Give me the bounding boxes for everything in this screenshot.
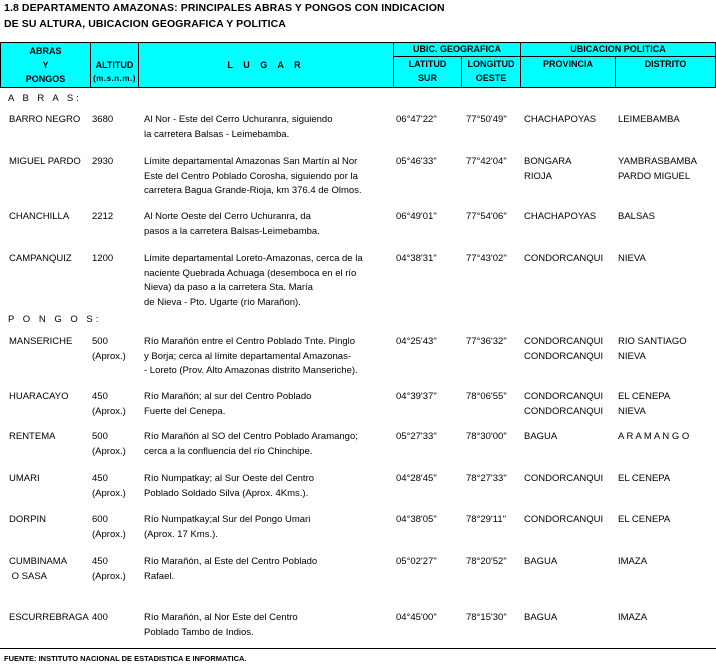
cell-line: UMARI bbox=[9, 473, 40, 484]
cell-line: NIEVA bbox=[618, 350, 646, 362]
table-cell-lon bbox=[466, 555, 507, 570]
table-cell-prov bbox=[524, 155, 572, 184]
section-pongos: P O N G O S: bbox=[8, 314, 102, 325]
cell-line: DORPIN bbox=[9, 514, 46, 525]
table-cell-lon bbox=[466, 390, 507, 405]
cell-line: 04°38'31" bbox=[396, 253, 437, 264]
cell-line: 450 bbox=[92, 391, 108, 402]
cell-line: A R A M A N G O bbox=[618, 431, 690, 442]
header-ubicacion-politica: UBICACION POLITICA bbox=[521, 42, 716, 57]
cell-line: Fuerte del Cenepa. bbox=[144, 405, 226, 417]
cell-line: IMAZA bbox=[618, 556, 648, 567]
cell-line: 1200 bbox=[92, 253, 114, 264]
cell-line: carretera Bagua Grande-Rioja, km 376.4 de Olmos. bbox=[144, 185, 362, 196]
cell-line: BONGARA bbox=[524, 156, 572, 167]
table-cell-lugar bbox=[144, 113, 333, 142]
cell-line: 77°42'04" bbox=[466, 156, 507, 167]
table-cell-lat bbox=[396, 611, 437, 626]
table-cell-prov bbox=[524, 335, 603, 364]
table-cell-lon bbox=[466, 430, 507, 445]
cell-line: 04°38'05" bbox=[396, 514, 437, 525]
header-distrito: DISTRITO bbox=[616, 57, 716, 88]
cell-line: CHANCHILLA bbox=[9, 211, 70, 222]
cell-line: O SASA bbox=[9, 570, 48, 582]
table-cell-lon bbox=[466, 335, 507, 350]
cell-line: pasos a la carretera Balsas-Leimebamba. bbox=[144, 225, 320, 237]
cell-line: la carretera Balsas - Leimebamba. bbox=[144, 128, 290, 140]
table-cell-name bbox=[9, 611, 89, 626]
table-cell-lon bbox=[466, 210, 507, 225]
table-cell-name bbox=[9, 113, 80, 128]
table-title-line1: 1.8 DEPARTAMENTO AMAZONAS: PRINCIPALES ABRAS Y PONGOS CON INDICACION bbox=[4, 2, 445, 14]
cell-line: (Aprox.) bbox=[92, 445, 126, 457]
table-cell-dist bbox=[618, 555, 647, 570]
cell-line: LEIMEBAMBA bbox=[618, 114, 680, 125]
cell-line: (Aprox.) bbox=[92, 350, 126, 362]
table-cell-prov bbox=[524, 113, 596, 128]
cell-line: YAMBRASBAMBA bbox=[618, 156, 698, 167]
cell-line: 500 bbox=[92, 336, 108, 347]
table-cell-alt bbox=[92, 390, 126, 419]
table-cell-lugar bbox=[144, 430, 358, 459]
cell-line: 450 bbox=[92, 556, 108, 567]
cell-line: (Aprox.) bbox=[92, 528, 126, 540]
cell-line: Río Numpatkay; al Sur Oeste del Centro bbox=[144, 473, 315, 484]
source-note: FUENTE: INSTITUTO NACIONAL DE ESTADISTICA E INFORMATICA. bbox=[4, 654, 247, 663]
cell-line: CAMPANQUIZ bbox=[9, 253, 72, 264]
table-cell-lugar bbox=[144, 390, 311, 419]
cell-line: 04°28'45" bbox=[396, 473, 437, 484]
table-cell-dist bbox=[618, 513, 670, 528]
table-cell-lat bbox=[396, 555, 437, 570]
table-cell-name bbox=[9, 430, 55, 445]
table-cell-dist bbox=[618, 335, 687, 364]
cell-line: Límite departamental Loreto-Amazonas, cerca de la bbox=[144, 253, 363, 264]
cell-line: CONDORCANQUI bbox=[524, 405, 604, 417]
table-cell-lugar bbox=[144, 555, 317, 584]
cell-line: (Aprox. 17 Kms.). bbox=[144, 528, 218, 540]
cell-line: BAGUA bbox=[524, 612, 558, 623]
cell-line: y Borja; cerca al límite departamental Amazonas- bbox=[144, 350, 351, 362]
cell-line: 06°47'22" bbox=[396, 114, 437, 125]
cell-line: 77°54'06" bbox=[466, 211, 507, 222]
cell-line: 05°27'33" bbox=[396, 431, 437, 442]
cell-line: 2212 bbox=[92, 211, 114, 222]
table-cell-lat bbox=[396, 335, 437, 350]
table-cell-lugar bbox=[144, 252, 363, 310]
cell-line: NIEVA bbox=[618, 405, 646, 417]
table-cell-dist bbox=[618, 472, 670, 487]
table-cell-prov bbox=[524, 430, 557, 445]
cell-line: Río Marañón, al Nor Este del Centro bbox=[144, 612, 298, 623]
table-cell-dist bbox=[618, 252, 646, 267]
cell-line: CONDORCANQUI bbox=[524, 253, 604, 264]
table-cell-lat bbox=[396, 472, 437, 487]
table-cell-name bbox=[9, 472, 40, 487]
cell-line: 78°15'30" bbox=[466, 612, 507, 623]
section-abras: A B R A S: bbox=[8, 93, 82, 104]
cell-line: 2930 bbox=[92, 156, 114, 167]
cell-line: CONDORCANQUI bbox=[524, 336, 604, 347]
table-cell-lat bbox=[396, 430, 437, 445]
table-cell-prov bbox=[524, 252, 603, 267]
table-cell-lugar bbox=[144, 335, 358, 379]
cell-line: EL CENEPA bbox=[618, 391, 671, 402]
table-cell-prov bbox=[524, 611, 557, 626]
header-ubic-geografica: UBIC. GEOGRAFICA bbox=[394, 42, 521, 57]
cell-line: Poblado Soldado Silva (Aprox. 4Kms.). bbox=[144, 487, 309, 499]
header-lugar: L U G A R bbox=[139, 42, 394, 88]
table-cell-dist bbox=[618, 430, 689, 445]
table-cell-lon bbox=[466, 155, 507, 170]
table-cell-name bbox=[9, 555, 67, 584]
cell-line: 04°45'00" bbox=[396, 612, 437, 623]
table-cell-name bbox=[9, 335, 72, 350]
table-cell-alt bbox=[92, 113, 113, 128]
cell-line: Río Numpatkay;al Sur del Pongo Umari bbox=[144, 514, 311, 525]
cell-line: (Aprox.) bbox=[92, 487, 126, 499]
cell-line: CONDORCANQUI bbox=[524, 473, 604, 484]
cell-line: NIEVA bbox=[618, 253, 646, 264]
table-cell-lugar bbox=[144, 611, 298, 640]
table-cell-alt bbox=[92, 335, 126, 364]
cell-line: Nieva) da paso a la carretera Sta. María bbox=[144, 282, 313, 293]
cell-line: (Aprox.) bbox=[92, 570, 126, 582]
cell-line: 600 bbox=[92, 514, 108, 525]
header-provincia: PROVINCIA bbox=[521, 57, 616, 88]
cell-line: CONDORCANQUI bbox=[524, 391, 604, 402]
cell-line: Río Marañón al SO del Centro Poblado Aramango; bbox=[144, 431, 358, 442]
table-cell-lon bbox=[466, 113, 507, 128]
cell-line: 04°25'43" bbox=[396, 336, 437, 347]
cell-line: 78°20'52" bbox=[466, 556, 507, 567]
table-cell-lon bbox=[466, 252, 507, 267]
table-cell-dist bbox=[618, 611, 647, 626]
cell-line: EL CENEPA bbox=[618, 473, 671, 484]
cell-line: PARDO MIGUEL bbox=[618, 170, 691, 182]
cell-line: ESCURREBRAGA bbox=[9, 612, 89, 623]
cell-line: 04°39'37" bbox=[396, 391, 437, 402]
cell-line: RIO SANTIAGO bbox=[618, 336, 687, 347]
table-cell-prov bbox=[524, 472, 603, 487]
cell-line: Río Marañón entre el Centro Poblado Tnte. Pinglo bbox=[144, 336, 356, 347]
cell-line: BARRO NEGRO bbox=[9, 114, 81, 125]
table-cell-dist bbox=[618, 113, 680, 128]
cell-line: 450 bbox=[92, 473, 108, 484]
cell-line: naciente Quebrada Achuaga (desemboca en el río bbox=[144, 267, 357, 279]
cell-line: 400 bbox=[92, 612, 108, 623]
cell-line: CONDORCANQUI bbox=[524, 350, 604, 362]
table-cell-alt bbox=[92, 155, 113, 170]
cell-line: Río Marañón; al sur del Centro Poblado bbox=[144, 391, 312, 402]
cell-line: Poblado Tambo de Indios. bbox=[144, 626, 254, 638]
cell-line: MIGUEL PARDO bbox=[9, 156, 81, 167]
cell-line: 05°02'27" bbox=[396, 556, 437, 567]
table-cell-name bbox=[9, 155, 81, 170]
cell-line: 78°30'00" bbox=[466, 431, 507, 442]
cell-line: RIOJA bbox=[524, 170, 552, 182]
cell-line: 77°50'49" bbox=[466, 114, 507, 125]
table-cell-lon bbox=[466, 472, 507, 487]
cell-line: 78°27'33" bbox=[466, 473, 507, 484]
table-cell-dist bbox=[618, 155, 697, 184]
cell-line: 3680 bbox=[92, 114, 114, 125]
cell-line: Al Nor - Este del Cerro Uchuranra, siguiendo bbox=[144, 114, 333, 125]
cell-line: BAGUA bbox=[524, 556, 558, 567]
table-cell-name bbox=[9, 513, 46, 528]
cell-line: 78°06'55" bbox=[466, 391, 507, 402]
table-cell-lat bbox=[396, 113, 437, 128]
table-cell-prov bbox=[524, 210, 596, 225]
cell-line: MANSERICHE bbox=[9, 336, 73, 347]
cell-line: Este del Centro Poblado Corosha, siguiendo por la bbox=[144, 170, 358, 182]
table-cell-name bbox=[9, 252, 72, 267]
cell-line: 05°46'33" bbox=[396, 156, 437, 167]
cell-line: CHACHAPOYAS bbox=[524, 114, 597, 125]
table-cell-alt bbox=[92, 210, 113, 225]
cell-line: Al Norte Oeste del Cerro Uchuranra, da bbox=[144, 211, 311, 222]
table-cell-prov bbox=[524, 555, 557, 570]
table-cell-lat bbox=[396, 513, 437, 528]
table-cell-lugar bbox=[144, 472, 314, 501]
table-cell-lugar bbox=[144, 155, 362, 199]
cell-line: Rafael. bbox=[144, 570, 175, 582]
table-cell-alt bbox=[92, 430, 126, 459]
cell-line: RENTEMA bbox=[9, 431, 56, 442]
table-cell-lon bbox=[466, 611, 507, 626]
table-cell-alt bbox=[92, 555, 126, 584]
table-cell-name bbox=[9, 390, 68, 405]
table-cell-alt bbox=[92, 611, 108, 626]
table-cell-prov bbox=[524, 390, 603, 419]
header-altitud: ALTITUD (m.s.n.m.) bbox=[91, 42, 139, 88]
cell-line: Río Marañón, al Este del Centro Poblado bbox=[144, 556, 318, 567]
table-cell-lat bbox=[396, 390, 437, 405]
cell-line: CUMBINAMA bbox=[9, 556, 68, 567]
table-cell-dist bbox=[618, 210, 655, 225]
table-cell-alt bbox=[92, 513, 126, 542]
cell-line: 78°29'11" bbox=[466, 514, 506, 525]
cell-line: - Loreto (Prov. Alto Amazonas distrito Manseriche). bbox=[144, 365, 358, 376]
table-cell-name bbox=[9, 210, 69, 225]
cell-line: cerca a la confluencia del río Chinchipe. bbox=[144, 445, 313, 457]
cell-line: IMAZA bbox=[618, 612, 648, 623]
cell-line: (Aprox.) bbox=[92, 405, 126, 417]
cell-line: EL CENEPA bbox=[618, 514, 671, 525]
cell-line: 500 bbox=[92, 431, 108, 442]
cell-line: CHACHAPOYAS bbox=[524, 211, 597, 222]
cell-line: 06°49'01" bbox=[396, 211, 437, 222]
cell-line: 77°43'02" bbox=[466, 253, 507, 264]
table-cell-alt bbox=[92, 252, 113, 267]
table-cell-lugar bbox=[144, 210, 320, 239]
table-cell-lat bbox=[396, 252, 437, 267]
table-cell-lat bbox=[396, 155, 437, 170]
table-cell-dist bbox=[618, 390, 670, 419]
table-cell-prov bbox=[524, 513, 603, 528]
header-longitud: LONGITUD OESTE bbox=[462, 57, 521, 88]
header-latitud: LATITUD SUR bbox=[394, 57, 462, 88]
table-bottom-rule bbox=[0, 648, 716, 649]
header-abras-pongos: ABRAS Y PONGOS bbox=[0, 42, 91, 88]
table-cell-lugar bbox=[144, 513, 310, 542]
cell-line: de Nieva - Pto. Ugarte (río Marañon). bbox=[144, 296, 301, 308]
cell-line: Límite departamental Amazonas San Martín al Nor bbox=[144, 156, 358, 167]
cell-line: CONDORCANQUI bbox=[524, 514, 604, 525]
table-cell-alt bbox=[92, 472, 126, 501]
cell-line: HUARACAYO bbox=[9, 391, 69, 402]
cell-line: BALSAS bbox=[618, 211, 655, 222]
table-cell-lat bbox=[396, 210, 437, 225]
cell-line: BAGUA bbox=[524, 431, 558, 442]
table-cell-lon bbox=[466, 513, 506, 528]
table-title-line2: DE SU ALTURA, UBICACION GEOGRAFICA Y POLITICA bbox=[4, 18, 286, 30]
cell-line: 77°36'32" bbox=[466, 336, 507, 347]
